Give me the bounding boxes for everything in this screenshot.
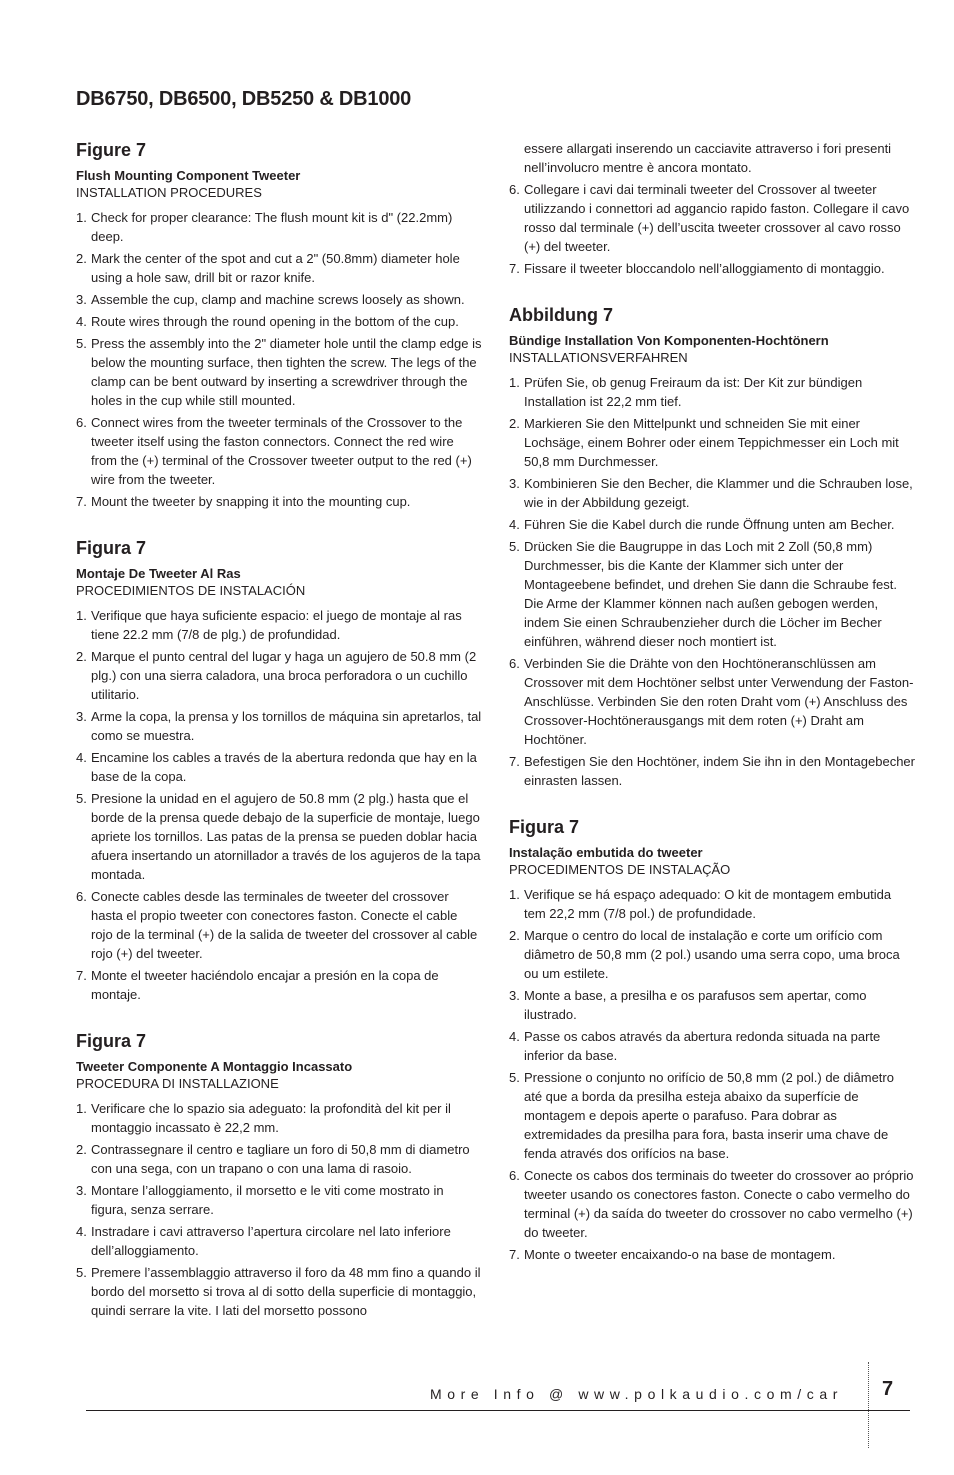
- step-number: 3.: [76, 1183, 87, 1198]
- section-english: [76, 139, 482, 511]
- step-item: [76, 1222, 482, 1260]
- step-number: 3.: [509, 476, 520, 491]
- step-number: 2.: [76, 649, 87, 664]
- step-item: [509, 515, 915, 534]
- step-text: Fissare il tweeter bloccandolo nell’alloggiamento di montaggio.: [524, 261, 885, 276]
- step-item: [509, 373, 915, 411]
- step-item: [76, 887, 482, 963]
- step-item: [76, 748, 482, 786]
- section-caption: INSTALLATIONSVERFAHREN: [509, 350, 688, 365]
- footer-divider: [86, 1410, 910, 1411]
- section-subtitle: Montaje De Tweeter Al Ras: [76, 566, 241, 581]
- step-number: 2.: [76, 1142, 87, 1157]
- step-item: [76, 1263, 482, 1320]
- step-item: [509, 1166, 915, 1242]
- step-text: Verbinden Sie die Drähte von den Hochtöneranschlüssen am Crossover mit dem Hochtöner selbst unter Verwendung der Faston-Anschlüsse. Verbinden Sie den roten Draht vom (+) Anschluss des Crossover-Hochtönerausgangs mit dem roten (+) Draht am Hochtöner.: [524, 656, 914, 747]
- step-number: 5.: [509, 1070, 520, 1085]
- step-item: [76, 413, 482, 489]
- step-text: Route wires through the round opening in the bottom of the cup.: [91, 314, 459, 329]
- step-item: [509, 1068, 915, 1163]
- step-text: Marque el punto central del lugar y haga un agujero de 50.8 mm (2 plg.) con una sierra caladora, una broca perforadora o un cuchillo utilitario.: [91, 649, 477, 702]
- right-column: [509, 139, 915, 1290]
- step-number: 2.: [509, 928, 520, 943]
- step-number: 1.: [76, 210, 87, 225]
- step-number: 3.: [509, 988, 520, 1003]
- step-text: Arme la copa, la prensa y los tornillos de máquina sin apretarlos, tal como se muestra.: [91, 709, 482, 743]
- step-item: [76, 249, 482, 287]
- step-number: 7.: [509, 1247, 520, 1262]
- step-text: Conecte cables desde las terminales de tweeter del crossover hasta el propio tweeter con conectores faston. Conecte el cable rojo de la terminal (+) de la salida de tweeter del crossover al cable rojo (+) del tweeter.: [91, 889, 478, 961]
- section-caption: PROCEDIMENTOS DE INSTALAÇÃO: [509, 862, 731, 877]
- step-number: 5.: [76, 791, 87, 806]
- step-number: 2.: [509, 416, 520, 431]
- step-text: Verificare che lo spazio sia adeguato: la profondità del kit per il montaggio incassato è 22,2 mm.: [91, 1101, 451, 1135]
- step-item: [509, 654, 915, 749]
- step-item: [76, 334, 482, 410]
- section-caption: PROCEDIMIENTOS DE INSTALACIÓN: [76, 583, 306, 598]
- step-number: 4.: [76, 314, 87, 329]
- section-subtitle: Flush Mounting Component Tweeter: [76, 168, 301, 183]
- step-continuation: [509, 139, 915, 177]
- section-heading: Figure 7: [76, 140, 147, 160]
- section-heading: Figura 7: [509, 817, 580, 837]
- step-list: [509, 180, 915, 278]
- step-item: [509, 537, 915, 651]
- step-text: Connect wires from the tweeter terminals of the Crossover to the tweeter itself using the faston connectors. Connect the red wire from the (+) terminal of the Crossover tweeter output to the red (+) wire from the tweeter.: [91, 415, 472, 487]
- step-number: 6.: [509, 182, 520, 197]
- step-text: Mark the center of the spot and cut a 2" (50.8mm) diameter hole using a hole saw, drill bit or razor knife.: [91, 251, 460, 285]
- step-item: [76, 647, 482, 704]
- step-item: [509, 885, 915, 923]
- step-item: [509, 1245, 915, 1264]
- step-text: Montare l’alloggiamento, il morsetto e le viti come mostrato in figura, senza serrare.: [91, 1183, 444, 1217]
- step-item: [509, 414, 915, 471]
- step-number: 3.: [76, 709, 87, 724]
- section-subtitle: Instalação embutida do tweeter: [509, 845, 703, 860]
- step-number: 7.: [509, 754, 520, 769]
- step-text: Press the assembly into the 2" diameter hole until the clamp edge is below the mounting surface, then tighten the screw. The legs of the clamp can be bent outward by inserting a screwdriver through the holes in the cup while still mounted.: [91, 336, 482, 408]
- step-number: 1.: [509, 887, 520, 902]
- step-list: [509, 373, 915, 790]
- step-item: [509, 1027, 915, 1065]
- section-subtitle: Bündige Installation Von Komponenten-Hochtönern: [509, 333, 829, 348]
- section-spanish: [76, 537, 482, 1004]
- step-item: [76, 492, 482, 511]
- step-text: Assemble the cup, clamp and machine screws loosely as shown.: [91, 292, 465, 307]
- step-text: Collegare i cavi dai terminali tweeter del Crossover al tweeter utilizzando i connettori ad aggancio rapido faston. Collegare il cavo rosso dal terminale (+) dell’uscita tweeter crossover al cavo rosso (+) del tweeter.: [524, 182, 910, 254]
- step-number: 3.: [76, 292, 87, 307]
- step-text: Monte a base, a presilha e os parafusos sem apertar, como ilustrado.: [524, 988, 867, 1022]
- step-text: Verifique que haya suficiente espacio: el juego de montaje al ras tiene 22.2 mm (7/8 de plg.) de profundidad.: [91, 608, 462, 642]
- step-text: Premere l’assemblaggio attraverso il foro da 48 mm fino a quando il bordo del morsetto si trova al di sotto della superficie di montaggio, quindi serrare la vite. I lati del morsetto possono: [91, 1265, 481, 1318]
- step-text: Passe os cabos através da abertura redonda situada na parte inferior da base.: [524, 1029, 881, 1063]
- step-text: Drücken Sie die Baugruppe in das Loch mit 2 Zoll (50,8 mm) Durchmesser, bis die Kante der Klammer sich unter der Montageebene befindet, und drehen Sie dann die Schraube fest. Die Arme der Klammer können nach außen gebogen werden, indem Sie einen Schraubenzieher durch die Löcher im Becher einführen, während dieser noch montiert ist.: [524, 539, 897, 649]
- step-list: [76, 1099, 482, 1320]
- step-item: [76, 312, 482, 331]
- section-italian: [76, 1030, 482, 1320]
- step-number: 5.: [76, 1265, 87, 1280]
- step-item: [509, 180, 915, 256]
- section-heading: Figura 7: [76, 1031, 147, 1051]
- step-list: [76, 208, 482, 511]
- step-item: [76, 606, 482, 644]
- section-german: [509, 304, 915, 790]
- step-number: 7.: [76, 494, 87, 509]
- step-item: [76, 1099, 482, 1137]
- step-item: [509, 986, 915, 1024]
- step-item: [509, 752, 915, 790]
- step-number: 4.: [76, 1224, 87, 1239]
- page-title: DB6750, DB6500, DB5250 & DB1000: [76, 88, 412, 110]
- step-list: [509, 885, 915, 1264]
- footer-website-text: More Info @ www.polkaudio.com/car: [430, 1386, 843, 1402]
- step-text: Pressione o conjunto no orifício de 50,8 mm (2 pol.) de diâmetro até que a borda da presilha esteja abaixo da superfície de montagem e depois aperte o parafuso. Para dobrar as extremidades da presilha para fora, basta inserir uma chave de fenda através dos orifícios na base.: [524, 1070, 894, 1161]
- step-text: Instradare i cavi attraverso l’apertura circolare nel lato inferiore dell’alloggiamento.: [91, 1224, 451, 1258]
- step-number: 4.: [509, 517, 520, 532]
- step-text: Befestigen Sie den Hochtöner, indem Sie ihn in den Montagebecher einrasten lassen.: [524, 754, 915, 788]
- step-number: 6.: [509, 1168, 520, 1183]
- step-text: Markieren Sie den Mittelpunkt und schneiden Sie mit einer Lochsäge, einem Bohrer oder einem Teppichmesser ein Loch mit 50,8 mm Durchmesser.: [524, 416, 899, 469]
- step-list: [76, 606, 482, 1004]
- section-subtitle: Tweeter Componente A Montaggio Incassato: [76, 1059, 353, 1074]
- section-heading: Abbildung 7: [509, 305, 613, 325]
- step-text: Kombinieren Sie den Becher, die Klammer und die Schrauben lose, wie in der Abbildung gezeigt.: [524, 476, 913, 510]
- step-number: 5.: [76, 336, 87, 351]
- step-text: Mount the tweeter by snapping it into the mounting cup.: [91, 494, 411, 509]
- step-item: [76, 966, 482, 1004]
- step-text: Verifique se há espaço adequado: O kit de montagem embutida tem 22,2 mm (7/8 pol.) de profundidade.: [524, 887, 892, 921]
- left-column: [76, 139, 482, 1346]
- step-number: 5.: [509, 539, 520, 554]
- step-text: Prüfen Sie, ob genug Freiraum da ist: Der Kit zur bündigen Installation ist 22,2 mm tief.: [524, 375, 863, 409]
- step-number: 7.: [509, 261, 520, 276]
- step-item: [76, 1140, 482, 1178]
- step-text: Encamine los cables a través de la abertura redonda que hay en la base de la copa.: [91, 750, 477, 784]
- section-heading: Figura 7: [76, 538, 147, 558]
- step-item: [509, 259, 915, 278]
- step-number: 1.: [76, 608, 87, 623]
- continuation-text: essere allargati inserendo un cacciavite attraverso i fori presenti nell’involucro mentre è ancora montato.: [524, 141, 892, 175]
- step-text: Führen Sie die Kabel durch die runde Öffnung unten am Becher.: [524, 517, 895, 532]
- page-number: 7: [882, 1378, 894, 1400]
- step-item: [76, 707, 482, 745]
- step-item: [76, 789, 482, 884]
- step-item: [76, 1181, 482, 1219]
- step-number: 4.: [509, 1029, 520, 1044]
- step-number: 7.: [76, 968, 87, 983]
- step-text: Conecte os cabos dos terminais do tweeter do crossover ao próprio tweeter usando os conectores faston. Conecte o cabo vermelho do terminal (+) da saída do tweeter do crossover no cabo vermelho (+) do tweeter.: [524, 1168, 914, 1240]
- step-number: 6.: [76, 889, 87, 904]
- section-caption: INSTALLATION PROCEDURES: [76, 185, 262, 200]
- step-text: Monte o tweeter encaixando-o na base de montagem.: [524, 1247, 836, 1262]
- step-number: 2.: [76, 251, 87, 266]
- page-number-divider: [868, 1362, 869, 1448]
- section-caption: PROCEDURA DI INSTALLAZIONE: [76, 1076, 279, 1091]
- step-text: Presione la unidad en el agujero de 50.8 mm (2 plg.) hasta que el borde de la prensa quede debajo de la superficie de montaje, luego apriete los tornillos. Las patas de la prensa se pueden doblar hacia afuera insertando un atornillador a través de los agujeros de la tapa montada.: [91, 791, 481, 882]
- step-number: 4.: [76, 750, 87, 765]
- section-portuguese: [509, 816, 915, 1264]
- step-number: 6.: [76, 415, 87, 430]
- step-text: Contrassegnare il centro e tagliare un foro di 50,8 mm di diametro con una sega, con un trapano o con una lama di rasoio.: [91, 1142, 470, 1176]
- step-number: 1.: [76, 1101, 87, 1116]
- step-number: 6.: [509, 656, 520, 671]
- step-text: Monte el tweeter haciéndolo encajar a presión en la copa de montaje.: [91, 968, 439, 1002]
- step-text: Check for proper clearance: The flush mount kit is d" (22.2mm) deep.: [91, 210, 453, 244]
- section-italian-continued: [509, 139, 915, 278]
- step-item: [76, 208, 482, 246]
- step-item: [509, 474, 915, 512]
- step-text: Marque o centro do local de instalação e corte um orifício com diâmetro de 50,8 mm (2 pol.) usando uma serra copo, uma broca ou um estilete.: [524, 928, 900, 981]
- step-item: [509, 926, 915, 983]
- step-number: 1.: [509, 375, 520, 390]
- step-item: [76, 290, 482, 309]
